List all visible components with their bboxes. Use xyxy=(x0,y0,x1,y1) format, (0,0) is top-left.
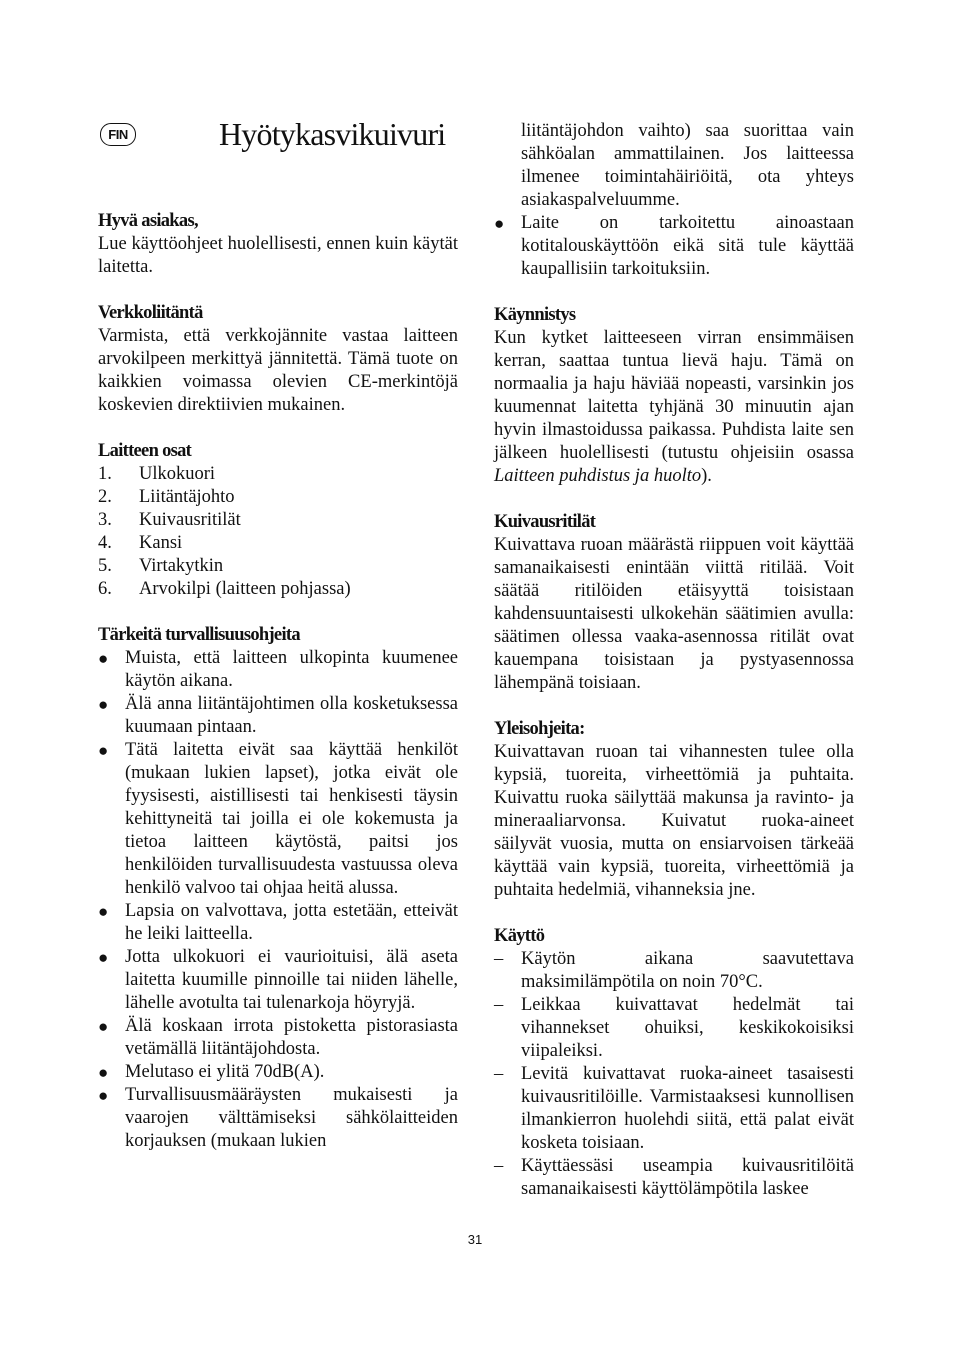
bullet-icon: ● xyxy=(98,902,109,921)
item-text: Jotta ulkokuori ei vaurioituisi, älä aseta laitetta kuumille pinnoille tai niiden lähelle, lähelle avotulta tai tulenarkoja höyryjä. xyxy=(125,947,458,1013)
item-text: Laite on tarkoitettu ainoastaan kotitalouskäyttöön eikä sitä tule käyttää kaupallisiin tarkoituksiin. xyxy=(521,213,854,279)
usage-list xyxy=(494,948,854,1201)
usage-heading: Käyttö xyxy=(494,926,545,946)
item-text: Virtakytkin xyxy=(139,556,224,576)
safety-list xyxy=(98,647,458,1153)
safety-list-continued xyxy=(494,120,854,281)
item-number: 1. xyxy=(98,464,112,484)
safety-list-item xyxy=(98,693,458,739)
bullet-icon: ● xyxy=(98,741,109,760)
greeting-heading: Hyvä asiakas, xyxy=(98,211,198,231)
parts-list-item xyxy=(98,532,458,555)
right-column xyxy=(494,120,854,1201)
item-number: 4. xyxy=(98,533,112,553)
general-heading: Yleisohjeita: xyxy=(494,719,585,739)
greeting-text: Lue käyttöohjeet huolellisesti, ennen kuin käytät laitetta. xyxy=(98,234,458,277)
item-text: Käytön aikana saavutettava maksimilämpötila on noin 70°C. xyxy=(521,949,854,992)
startup-text: Kun kytket laitteeseen virran ensimmäisen kerran, saattaa tuntua lievä haju. Tämä on normaalia ja haju häviää nopeasti, varsinkin jos kuumennat laitetta tyhjänä 30 minuutin ajan hyvin ilmastoidussa paikassa. Puhdista laite sen jälkeen huolellisesti (tutustu ohjeisiin osassa Laitteen puhdistus ja huolto). xyxy=(494,328,854,486)
startup-section xyxy=(494,304,854,488)
general-section xyxy=(494,718,854,902)
safety-list-item xyxy=(494,212,854,281)
item-text: Älä koskaan irrota pistoketta pistorasiasta vetämällä liitäntäjohdosta. xyxy=(125,1016,458,1059)
cross-reference: Laitteen puhdistus ja huolto xyxy=(494,466,702,486)
item-text: Lapsia on valvottava, jotta estetään, etteivät he leiki laitteella. xyxy=(125,901,458,944)
usage-list-item xyxy=(494,1155,854,1201)
item-text: Levitä kuivattavat ruoka-aineet tasaisesti kuivausritilöille. Varmistaaksesi kunnollisen ilmankierron huolehdi siitä, että palat eivät kosketa toisiaan. xyxy=(521,1064,854,1153)
dash-icon: – xyxy=(494,1156,504,1176)
language-badge: FIN xyxy=(100,123,136,146)
racks-section xyxy=(494,511,854,695)
bullet-icon: ● xyxy=(98,649,109,668)
startup-heading: Käynnistys xyxy=(494,305,576,325)
usage-list-item xyxy=(494,1063,854,1155)
item-text: Arvokilpi (laitteen pohjassa) xyxy=(139,579,351,599)
parts-list-item xyxy=(98,555,458,578)
usage-list-item xyxy=(494,948,854,994)
mains-section xyxy=(98,302,458,417)
bullet-icon: ● xyxy=(98,948,109,967)
safety-heading: Tärkeitä turvallisuusohjeita xyxy=(98,625,300,645)
parts-list-item xyxy=(98,578,458,601)
usage-section xyxy=(494,925,854,1201)
item-text: Leikkaa kuivattavat hedelmät tai vihannekset ohuiksi, keskikokoisiksi viipaleiksi. xyxy=(521,995,854,1061)
safety-list-item xyxy=(98,946,458,1015)
parts-list xyxy=(98,463,458,601)
page-title: Hyötykasvikuivuri xyxy=(219,116,446,152)
item-text: Liitäntäjohto xyxy=(139,487,235,507)
item-text: Älä anna liitäntäjohtimen olla kosketuksessa kuumaan pintaan. xyxy=(125,694,458,737)
dash-icon: – xyxy=(494,995,504,1015)
parts-heading: Laitteen osat xyxy=(98,441,192,461)
item-text: Turvallisuusmääräysten mukaisesti ja vaarojen välttämiseksi sähkölaitteiden korjauksen (mukaan lukien xyxy=(125,1085,458,1151)
item-number: 5. xyxy=(98,556,112,576)
safety-list-item xyxy=(98,900,458,946)
bullet-icon: ● xyxy=(98,695,109,714)
greeting-section xyxy=(98,210,458,279)
item-number: 3. xyxy=(98,510,112,530)
racks-text: Kuivattava ruoan määrästä riippuen voit käyttää samanaikaisesti enintään viittä ritilää. Voit säätää ritilöiden etäisyyttä toisistaan kahdensuuntaisesti ulkokehän säätimien avulla: säätimen ollessa vaaka-asennossa ritilät ovat kauempana toisistaan ja pystyasennossa lähempänä toisiaan. xyxy=(494,535,854,693)
parts-list-item xyxy=(98,486,458,509)
safety-list-item xyxy=(98,1015,458,1061)
general-text: Kuivattavan ruoan tai vihannesten tulee olla kypsiä, tuoreita, virheettömiä ja puhtaita. Kuivattu ruoka säilyttää makunsa ja ravinto- ja mineraaliarvonsa. Kuivatut ruoka-aineet säilyvät vuosia, mutta on ensiarvoisen tärkeää käyttää vain kypsiä, tuoreita, virheettömiä ja puhtaita hedelmiä, vihanneksia jne. xyxy=(494,742,854,900)
usage-list-item xyxy=(494,994,854,1063)
safety-list-item xyxy=(98,1084,458,1153)
bullet-icon: ● xyxy=(98,1063,109,1082)
safety-section xyxy=(98,624,458,1153)
item-number: 6. xyxy=(98,579,112,599)
dash-icon: – xyxy=(494,1064,504,1084)
item-number: 2. xyxy=(98,487,112,507)
item-text: Tätä laitetta eivät saa käyttää henkilöt (mukaan lukien lapset), jotka eivät ole fyysisesti, aistillisesti tai henkisesti täysin kehittyneitä tai joilla ei ole kokemusta ja tietoa laitteen käytöstä, paitsi jos henkilöiden turvallisuudesta vastuussa oleva henkilö valvoo tai ohjaa heitä alussa. xyxy=(125,740,458,898)
page-number: 31 xyxy=(467,1232,483,1247)
bullet-icon: ● xyxy=(98,1017,109,1036)
item-text: Melutaso ei ylitä 70dB(A). xyxy=(125,1062,325,1082)
safety-list-item-continued xyxy=(494,120,854,212)
safety-continued xyxy=(494,120,854,281)
parts-list-item xyxy=(98,463,458,486)
item-text: liitäntäjohdon vaihto) saa suorittaa vain sähköalan ammattilainen. Jos laitteessa ilmenee toimintahäiriöitä, ota yhteys asiakaspalveluumme. xyxy=(521,121,854,210)
racks-heading: Kuivausritilät xyxy=(494,512,596,532)
bullet-icon: ● xyxy=(98,1086,109,1105)
item-text: Ulkokuori xyxy=(139,464,216,484)
left-column xyxy=(98,210,458,1153)
mains-text: Varmista, että verkkojännite vastaa laitteen arvokilpeen merkittyä jännitettä. Tämä tuote on kaikkien voimassa olevien CE-merkintöjä koskevien direktiivien mukainen. xyxy=(98,326,458,415)
safety-list-item xyxy=(98,739,458,900)
item-text: Käyttäessäsi useampia kuivausritilöitä samanaikaisesti käyttölämpötila laskee xyxy=(521,1156,854,1199)
item-text: Kansi xyxy=(139,533,183,553)
item-text: Muista, että laitteen ulkopinta kuumenee käytön aikana. xyxy=(125,648,458,691)
dash-icon: – xyxy=(494,949,504,969)
item-text: Kuivausritilät xyxy=(139,510,241,530)
safety-list-item xyxy=(98,1061,458,1084)
parts-section xyxy=(98,440,458,601)
parts-list-item xyxy=(98,509,458,532)
mains-heading: Verkkoliitäntä xyxy=(98,303,203,323)
bullet-icon: ● xyxy=(494,214,505,233)
safety-list-item xyxy=(98,647,458,693)
